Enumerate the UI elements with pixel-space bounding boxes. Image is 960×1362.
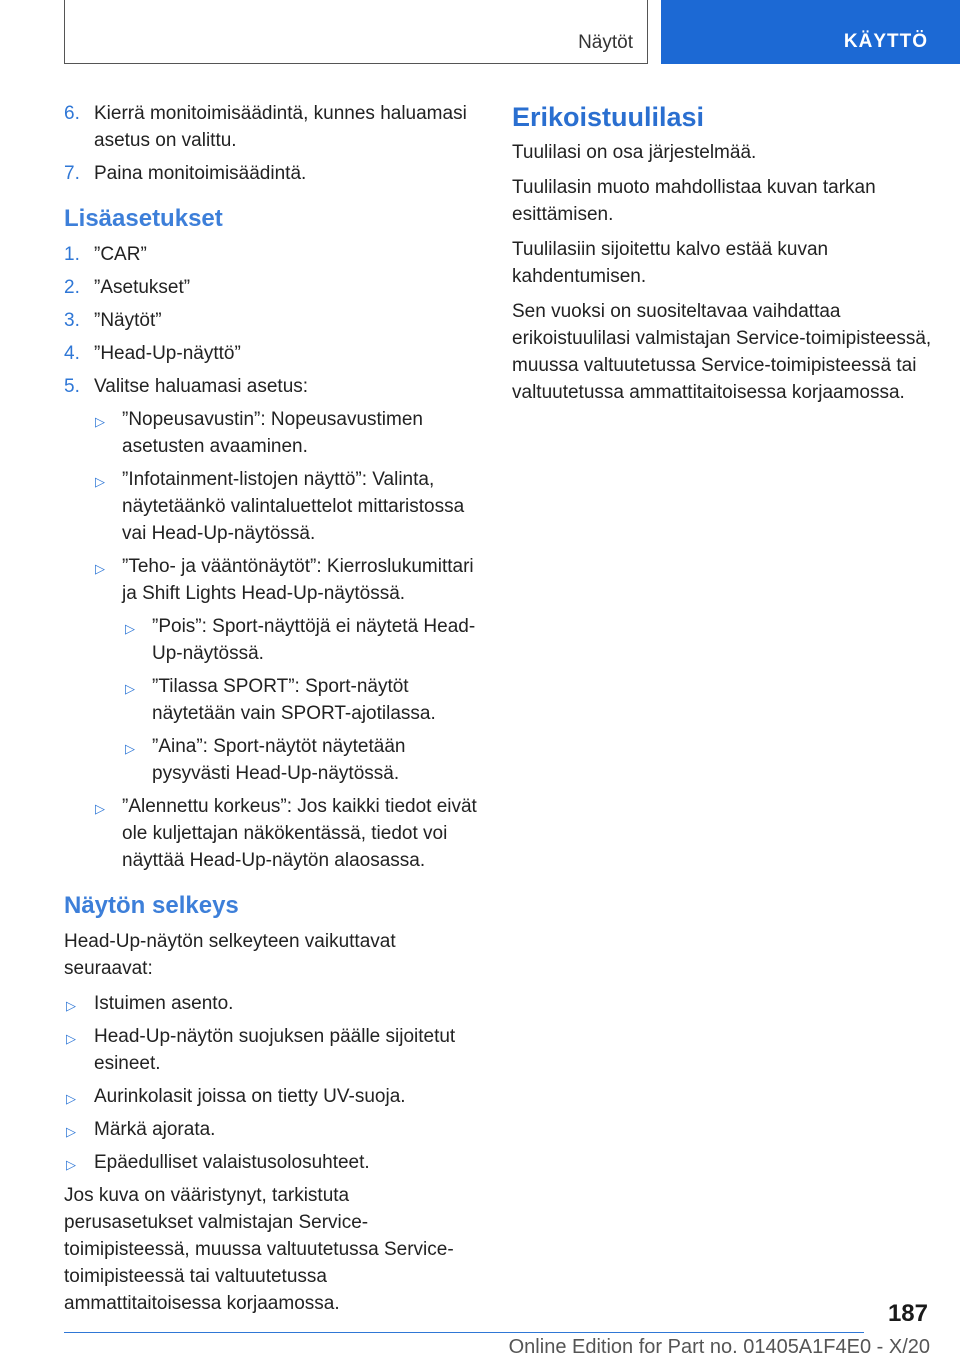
clarity-text: Istuimen asento.	[94, 993, 234, 1014]
windshield-paragraph: Tuulilasi on osa järjestelmää.	[512, 142, 757, 163]
step-text: Valitse haluamasi asetus:	[94, 376, 309, 397]
windshield-paragraph: Tuulilasiin sijoitettu kalvo estää kuvan kahdentumisen.	[512, 239, 829, 287]
triangle-bullet-icon: ▷	[66, 998, 76, 1013]
chapter-tab[interactable]	[661, 0, 960, 64]
step-text: Paina monitoimisäädintä.	[94, 163, 307, 184]
heading-special-windshield: Erikoistuulilasi	[512, 102, 705, 132]
step-item	[64, 340, 482, 367]
clarity-item	[64, 990, 482, 1017]
step-item	[64, 307, 482, 334]
triangle-bullet-icon: ▷	[125, 621, 135, 636]
step-number: 5.	[64, 376, 80, 397]
step-number: 6.	[64, 103, 80, 124]
sub-option-item	[64, 613, 482, 667]
step-number: 3.	[64, 310, 80, 331]
heading-display-clarity: Näytön selkeys	[64, 892, 239, 919]
triangle-bullet-icon: ▷	[95, 474, 105, 489]
step-text: ”Näytöt”	[94, 310, 162, 331]
step-item	[64, 241, 482, 268]
page-number: 187	[887, 1300, 928, 1327]
triangle-bullet-icon: ▷	[66, 1157, 76, 1172]
triangle-bullet-icon: ▷	[66, 1031, 76, 1046]
sub-option-text: ”Tilassa SPORT”: Sport-näytöt näytetään vain SPORT-ajotilassa.	[152, 676, 436, 724]
sub-option-item	[64, 733, 482, 787]
option-text: ”Teho- ja vääntönäytöt”: Kierroslukumittari ja Shift Lights Head-Up-näytössä.	[122, 556, 474, 604]
windshield-paragraph: Sen vuoksi on suositeltavaa vaihdattaa erikoistuulilasi valmistajan Service-toimipisteessä, muussa valtuutetussa Service-toimipisteessä tai valtuutetussa ammattitaitoisessa korjaamossa.	[512, 301, 932, 403]
option-item	[64, 793, 482, 874]
step-item	[64, 100, 482, 154]
footer-divider	[64, 1332, 864, 1333]
triangle-bullet-icon: ▷	[125, 741, 135, 756]
right-column	[512, 100, 932, 414]
edition-footer: Online Edition for Part no. 01405A1F4E0 - X/20	[508, 1336, 930, 1358]
step-number: 7.	[64, 163, 80, 184]
windshield-paragraph: Tuulilasin muoto mahdollistaa kuvan tarkan esittämisen.	[512, 177, 876, 225]
triangle-bullet-icon: ▷	[95, 561, 105, 576]
sub-option-item	[64, 673, 482, 727]
option-text: ”Infotainment-listojen näyttö”: Valinta, näytetäänkö valintaluettelot mittaristossa vai Head-Up-näytössä.	[122, 469, 465, 544]
header-section-box	[64, 0, 648, 64]
triangle-bullet-icon: ▷	[66, 1124, 76, 1139]
heading-additional-settings: Lisäasetukset	[64, 205, 223, 232]
left-column	[64, 100, 482, 1325]
section-title: Näytöt	[578, 32, 633, 53]
step-number: 1.	[64, 244, 80, 265]
clarity-item	[64, 1116, 482, 1143]
clarity-text: Märkä ajorata.	[94, 1119, 216, 1140]
option-text: ”Alennettu korkeus”: Jos kaikki tiedot eivät ole kuljettajan näkökentässä, tiedot voi näyttää Head-Up-näytön alaosassa.	[122, 796, 477, 871]
sub-option-text: ”Aina”: Sport-näytöt näytetään pysyvästi Head-Up-näytössä.	[152, 736, 406, 784]
clarity-text: Head-Up-näytön suojuksen päälle sijoitetut esineet.	[94, 1026, 456, 1074]
clarity-text: Epäedulliset valaistusolosuhteet.	[94, 1152, 370, 1173]
clarity-intro: Head-Up-näytön selkeyteen vaikuttavat seuraavat:	[64, 931, 396, 979]
clarity-text: Aurinkolasit joissa on tietty UV-suoja.	[94, 1086, 406, 1107]
chapter-tab-label: KÄYTTÖ	[843, 31, 928, 52]
clarity-item	[64, 1149, 482, 1176]
step-number: 4.	[64, 343, 80, 364]
step-number: 2.	[64, 277, 80, 298]
sub-option-text: ”Pois”: Sport-näyttöjä ei näytetä Head-Up-näytössä.	[152, 616, 476, 664]
triangle-bullet-icon: ▷	[66, 1091, 76, 1106]
step-text: ”CAR”	[94, 244, 147, 265]
step-item	[64, 274, 482, 301]
option-item	[64, 466, 482, 547]
step-text: Kierrä monitoimisäädintä, kunnes haluamasi asetus on valittu.	[94, 103, 467, 151]
step-item	[64, 373, 482, 400]
triangle-bullet-icon: ▷	[125, 681, 135, 696]
triangle-bullet-icon: ▷	[95, 414, 105, 429]
clarity-item	[64, 1023, 482, 1077]
clarity-item	[64, 1083, 482, 1110]
option-text: ”Nopeusavustin”: Nopeusavustimen asetusten avaaminen.	[122, 409, 423, 457]
option-item	[64, 553, 482, 607]
step-text: ”Head-Up-näyttö”	[94, 343, 241, 364]
triangle-bullet-icon: ▷	[95, 801, 105, 816]
clarity-outro: Jos kuva on vääristynyt, tarkistuta perusasetukset valmistajan Service-toimipisteessä, muussa valtuutetussa Service-toimipisteessä tai valtuutetussa ammattitaitoisessa korjaamossa.	[64, 1185, 454, 1314]
step-item	[64, 160, 482, 187]
option-item	[64, 406, 482, 460]
step-text: ”Asetukset”	[94, 277, 191, 298]
